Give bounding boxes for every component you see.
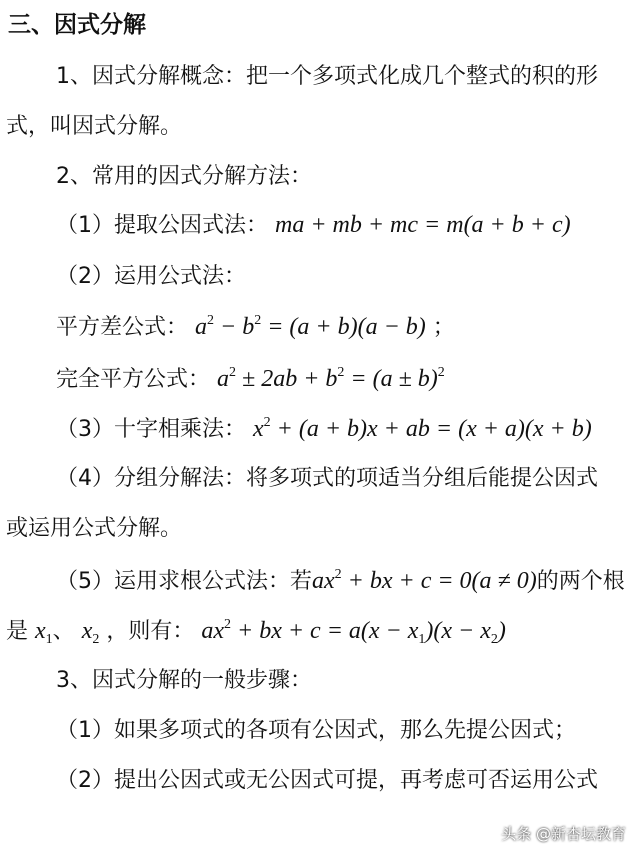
difference-of-squares-formula: $a^2 - b^2 = (a + b)(a - b)$ bbox=[195, 313, 426, 340]
difference-of-squares bbox=[56, 312, 455, 343]
perfect-square bbox=[56, 364, 445, 395]
method-1 bbox=[56, 210, 571, 241]
method-4-line-2: 或运用公式分解。 bbox=[6, 516, 183, 541]
concept-line-1: 1、因式分解概念：把一个多项式化成几个整式的积的形 bbox=[56, 64, 598, 89]
concept-line-2: 式，叫因式分解。 bbox=[6, 114, 183, 139]
method-3-formula: $x^2 + (a + b)x$ + ab = (x + a)(x + b) bbox=[253, 415, 592, 442]
root-separator: 、 bbox=[52, 619, 75, 644]
step-1: （1）如果多项式的各项有公因式，那么先提公因式； bbox=[56, 718, 576, 743]
watermark: 头条 @新杏坛教育 bbox=[501, 825, 626, 843]
section-title: 三、因式分解 bbox=[8, 12, 146, 38]
method-5-suffix: 的两个根 bbox=[536, 569, 625, 594]
method-5-line-2 bbox=[6, 616, 506, 647]
perfect-square-formula: $a^2 \pm 2ab + b^2 = (a \pm b)^2$ bbox=[217, 365, 445, 392]
difference-of-squares-label: 平方差公式： bbox=[56, 315, 189, 340]
perfect-square-label: 完全平方公式： bbox=[56, 367, 211, 392]
method-3 bbox=[56, 414, 592, 445]
method-5-line-1 bbox=[56, 566, 625, 597]
methods-title: 2、常用的因式分解方法： bbox=[56, 164, 312, 189]
step-2: （2）提出公因式或无公因式可提，再考虑可否运用公式 bbox=[56, 768, 598, 793]
method-5-condition: $ax^2$ + bx + c = 0(a ≠ 0) bbox=[312, 567, 537, 594]
method-1-label: （1）提取公因式法： bbox=[56, 213, 268, 238]
root-x1: $x_1$ bbox=[35, 618, 53, 647]
steps-title: 3、因式分解的一般步骤： bbox=[56, 668, 312, 693]
method-5-line-2-prefix: 是 bbox=[6, 619, 29, 644]
difference-of-squares-suffix: ； bbox=[432, 315, 455, 340]
method-1-formula: ma + mb + mc = m(a + b + c) bbox=[275, 212, 571, 238]
method-5-line-2-mid: ，则有： bbox=[106, 619, 195, 644]
method-5-prefix: （5）运用求根公式法：若 bbox=[56, 569, 312, 594]
method-5-formula: $ax^2$ + bx + $c = a(x - x_1)(x - x_2)$ bbox=[201, 617, 506, 647]
root-x2: $x_2$ bbox=[81, 618, 100, 647]
method-2-label: （2）运用公式法： bbox=[56, 264, 246, 289]
method-4-line-1: （4）分组分解法：将多项式的项适当分组后能提公因式 bbox=[56, 466, 598, 491]
method-3-label: （3）十字相乘法： bbox=[56, 417, 246, 442]
